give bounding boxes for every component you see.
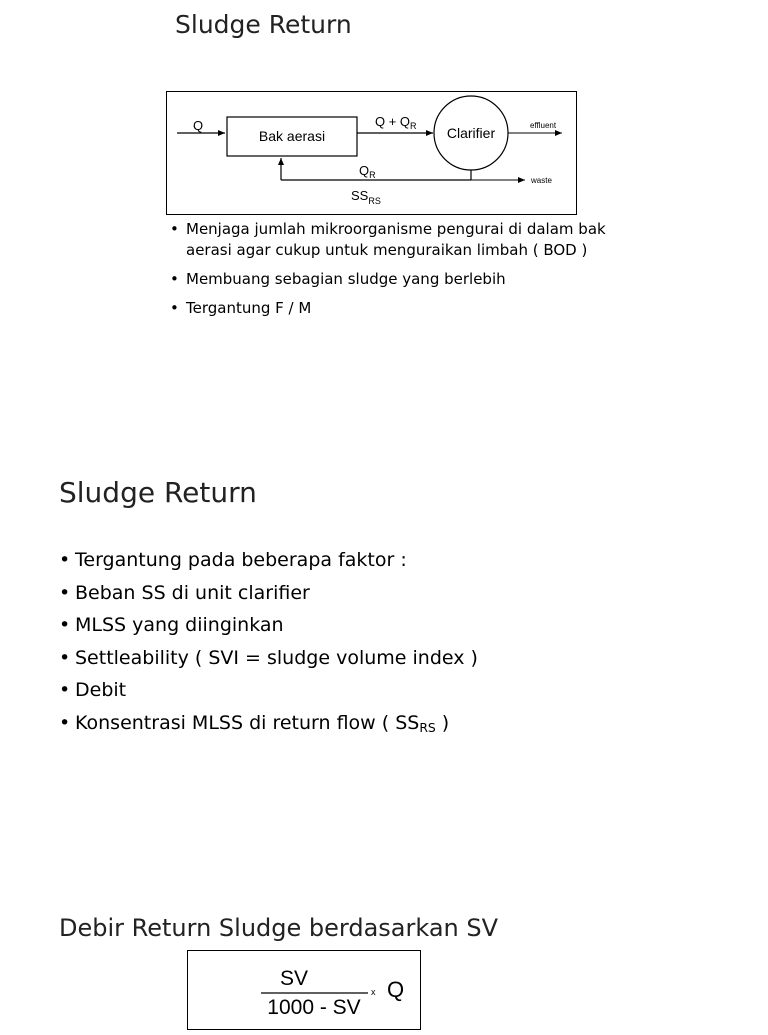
slide2-bullet-end: ) <box>435 711 450 734</box>
slide2-bullet: • Tergantung pada beberapa faktor : <box>59 548 619 572</box>
process-flow-diagram <box>166 91 577 215</box>
slide2-bullet-list <box>59 548 619 748</box>
slide2-bullet-subscript: RS <box>419 720 436 735</box>
formula-numerator: SV <box>279 967 309 990</box>
formula-factor: Q <box>387 977 405 1002</box>
slide2-bullet: • Debit <box>59 678 619 702</box>
input-flow-label: Q <box>193 118 204 133</box>
formula-denominator: 1000 - SV <box>267 996 361 1019</box>
main-flow-label: $Q + Q_R$ <box>375 114 417 131</box>
formula-operator: x <box>371 987 376 997</box>
slide2-bullet: • Settleability ( SVI = sludge volume index ) <box>59 646 619 670</box>
aeration-tank-label: Bak aerasi <box>258 128 326 144</box>
slide2-bullet: • Beban SS di unit clarifier <box>59 581 619 605</box>
clarifier-label: Clarifier <box>446 125 496 141</box>
slide1-title: Sludge Return <box>175 10 352 39</box>
effluent-label: effluent <box>530 121 557 130</box>
return-flow-label: $Q_R$ <box>359 163 376 180</box>
waste-label: waste <box>531 176 552 185</box>
process-flow-svg <box>167 92 578 216</box>
slide2-bullet <box>59 711 619 740</box>
slide1-bullet-list <box>170 219 640 327</box>
slide1-bullet: • Tergantung F / M <box>170 298 640 319</box>
slide2-bullet: • MLSS yang diinginkan <box>59 613 619 637</box>
slide3-title: Debir Return Sludge berdasarkan SV <box>59 914 499 942</box>
formula-svg <box>188 951 422 1031</box>
slide2-title: Sludge Return <box>59 476 257 509</box>
slide1-bullet: • Membuang sebagian sludge yang berlebih <box>170 269 640 290</box>
formula-box <box>187 950 421 1030</box>
slide2-bullet-text: Konsentrasi MLSS di return flow ( SS <box>75 711 420 734</box>
slide1-bullet: • Menjaga jumlah mikroorganisme pengurai di dalam bak aerasi agar cukup untuk menguraikan limbah ( BOD ) <box>170 219 640 261</box>
ss-rs-label: $SS_{RS}$ <box>351 188 381 206</box>
